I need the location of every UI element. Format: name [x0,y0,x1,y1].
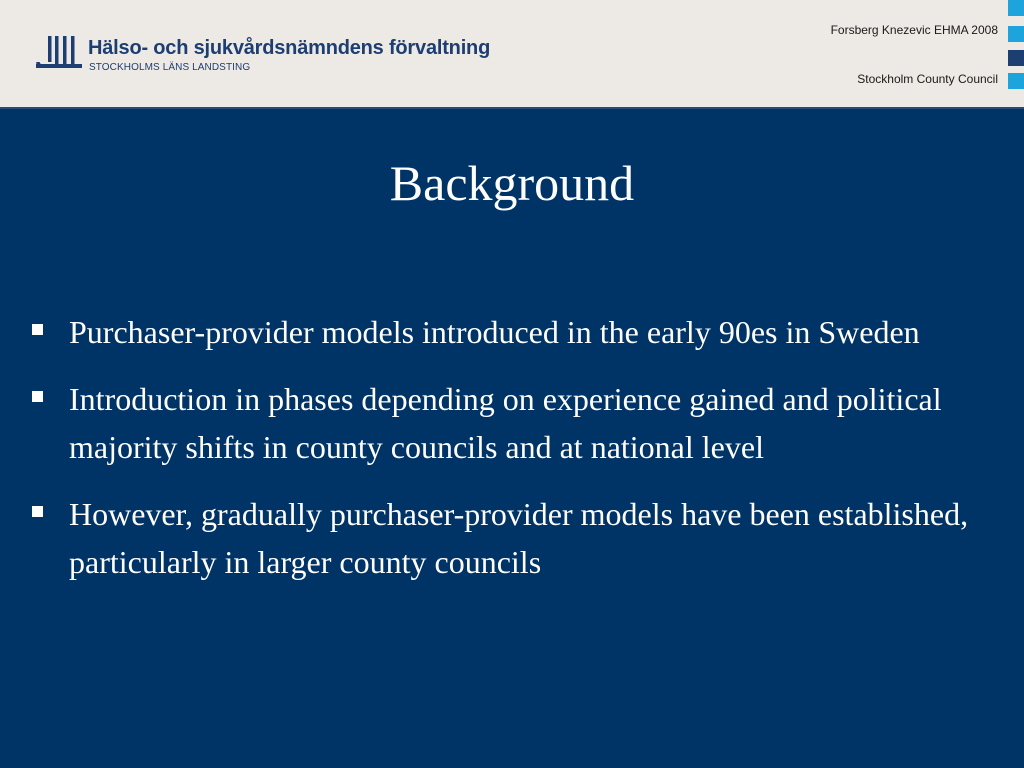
bullet-square-icon [32,324,43,335]
decorative-squares [1008,0,1024,107]
square-1 [1008,0,1024,16]
square-3 [1008,50,1024,66]
council-line: Stockholm County Council [857,72,998,86]
bullet-square-icon [32,506,43,517]
bullet-text: However, gradually purchaser-provider models have been established, particularly in larger county councils [69,496,969,580]
slide-title: Background [389,155,635,211]
square-4 [1008,73,1024,89]
bullet-square-icon [32,391,43,402]
square-2 [1008,26,1024,42]
slide-header [0,0,1024,109]
org-name: Hälso- och sjukvårdsnämndens förvaltning [88,37,491,59]
bullet-item [28,375,1008,471]
bullet-text: Introduction in phases depending on experience gained and political majority shifts in county councils and at national level [69,381,942,465]
author-line: Forsberg Knezevic EHMA 2008 [830,23,998,37]
bullet-item [28,490,1008,586]
org-subtitle: STOCKHOLMS LÄNS LANDSTING [89,62,251,73]
sll-logo-icon [36,36,82,74]
bullet-list [28,308,1008,605]
bullet-text: Purchaser-provider models introduced in the early 90es in Sweden [69,314,920,350]
bullet-item [28,308,1008,356]
